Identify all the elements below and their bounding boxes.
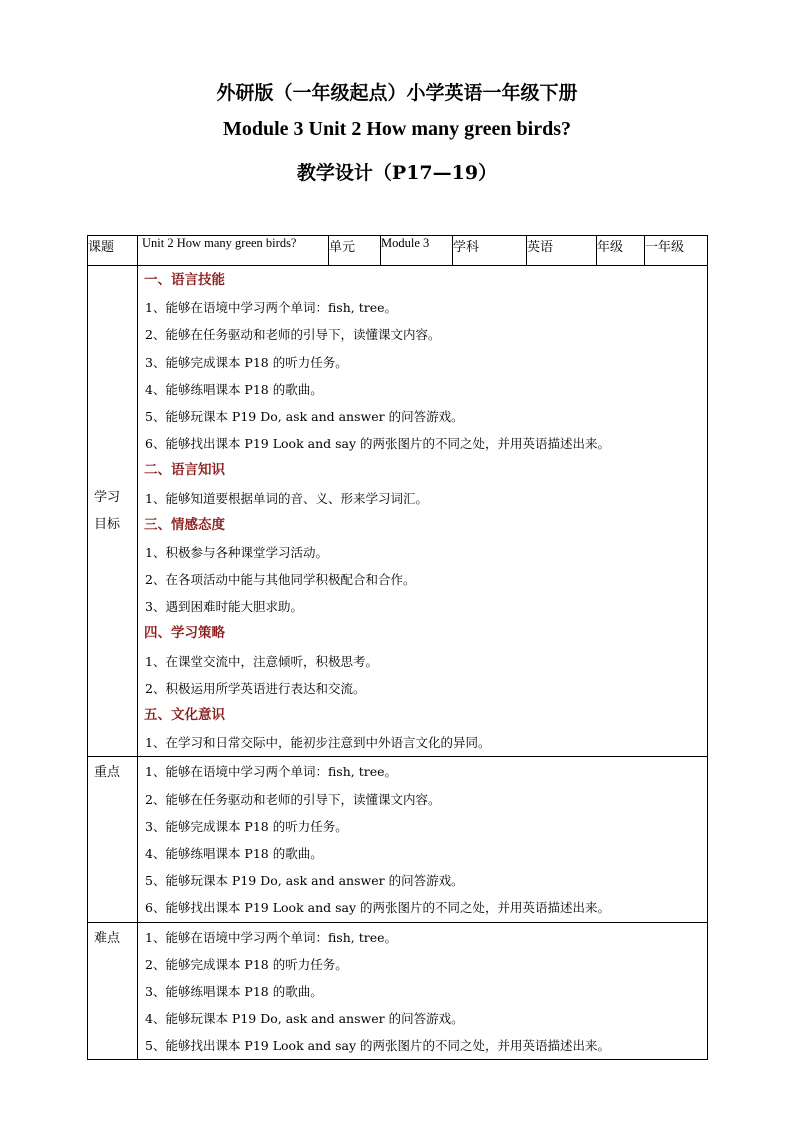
topic-label: 课题 [88,236,138,266]
difficult-point-item: 4、能够玩课本 P19 Do, ask and answer 的问答游戏。 [145,1011,464,1027]
goals-content [138,266,708,757]
goals-item: 1、积极参与各种课堂学习活动。 [145,544,328,560]
grade-label: 年级 [597,236,645,266]
goals-section-heading: 二、语言知识 [144,462,225,479]
difficult-point-item: 3、能够练唱课本 P18 的歌曲。 [145,983,323,999]
difficult-points-label: 难点 [88,922,138,1060]
goals-item: 2、在各项活动中能与其他同学积极配合和合作。 [145,572,416,588]
goals-item: 1、在课堂交流中，注意倾听，积极思考。 [145,653,378,669]
lesson-title: Module 3 Unit 2 How many green birds? [223,118,571,140]
goals-section-heading: 五、文化意识 [144,707,225,723]
key-point-item: 6、能够找出课本 P19 Look and say 的两张图片的不同之处，并用英语描述出来。 [145,900,610,916]
header-row [88,236,708,266]
key-point-item: 1、能够在语境中学习两个单词：fish, tree。 [145,764,397,780]
goals-item: 5、能够玩课本 P19 Do, ask and answer 的问答游戏。 [145,408,464,424]
subject-value: 英语 [527,236,597,266]
key-points-row [88,757,708,922]
key-point-item: 5、能够玩课本 P19 Do, ask and answer 的问答游戏。 [145,873,464,889]
goals-row [88,266,708,757]
difficult-point-item: 1、能够在语境中学习两个单词：fish, tree。 [145,929,397,945]
difficult-points-row [88,922,708,1060]
goals-item: 2、积极运用所学英语进行表达和交流。 [145,680,366,696]
goals-section-heading: 三、情感态度 [144,516,225,533]
goals-section-heading: 四、学习策略 [144,625,225,642]
difficult-point-item: 2、能够完成课本 P18 的听力任务。 [145,956,348,972]
goals-item: 2、能够在任务驱动和老师的引导下，读懂课文内容。 [145,327,441,343]
goals-item: 6、能够找出课本 P19 Look and say 的两张图片的不同之处，并用英语描述出来。 [145,436,610,452]
key-point-item: 2、能够在任务驱动和老师的引导下，读懂课文内容。 [145,791,441,807]
grade-value: 一年级 [645,236,708,266]
goals-item: 1、能够在语境中学习两个单词：fish, tree。 [145,300,397,316]
design-subtitle: 教学设计（P17—19） [296,162,498,184]
topic-value: Unit 2 How many green birds? [138,236,329,266]
document-title: 外研版（一年级起点）小学英语一年级下册 [216,82,578,104]
key-points-label: 重点 [88,757,138,922]
goals-item: 3、遇到困难时能大胆求助。 [145,599,303,615]
key-points-content [138,757,708,922]
lesson-plan-table [87,235,708,1060]
goals-label-line1: 学习 [94,490,121,506]
goals-section-heading: 一、语言技能 [144,272,225,288]
goals-item: 4、能够练唱课本 P18 的歌曲。 [145,381,323,397]
difficult-point-item: 5、能够找出课本 P19 Look and say 的两张图片的不同之处，并用英语描述出来。 [145,1038,610,1054]
goals-label-line2: 目标 [94,517,121,533]
subject-label: 学科 [453,236,527,266]
goals-item: 1、能够知道要根据单词的音、义、形来学习词汇。 [145,490,428,506]
unit-label: 单元 [329,236,381,266]
difficult-points-content [138,922,708,1060]
unit-value: Module 3 [381,236,453,266]
key-point-item: 3、能够完成课本 P18 的听力任务。 [145,818,348,834]
key-point-item: 4、能够练唱课本 P18 的歌曲。 [145,845,323,861]
goals-label [88,266,138,757]
goals-item: 3、能够完成课本 P18 的听力任务。 [145,354,348,370]
goals-item: 1、在学习和日常交际中，能初步注意到中外语言文化的异同。 [145,735,491,751]
